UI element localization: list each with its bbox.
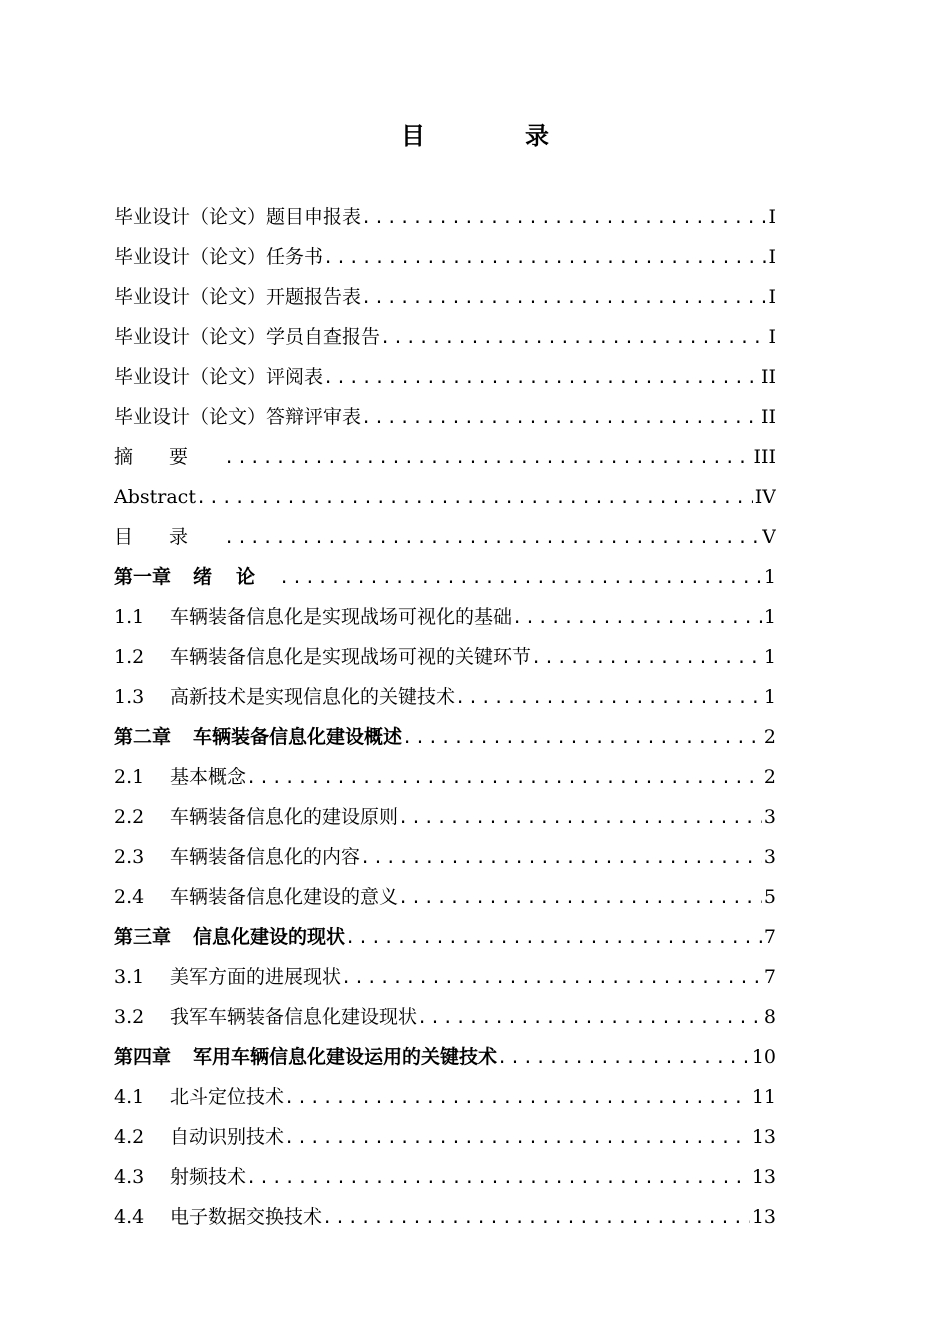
toc-entry-number: 4.1 bbox=[114, 1086, 145, 1108]
toc-page-number: 10 bbox=[751, 1046, 776, 1068]
toc-entry[interactable] bbox=[114, 677, 776, 717]
toc-entry[interactable] bbox=[114, 517, 776, 557]
toc-dot-leader bbox=[322, 1198, 750, 1237]
toc-page-number: I bbox=[768, 206, 776, 228]
toc-entry-number: 2.2 bbox=[114, 806, 145, 828]
toc-entry[interactable] bbox=[114, 1117, 776, 1157]
toc-page-number: 13 bbox=[751, 1126, 776, 1148]
toc-entry-number: 4.3 bbox=[114, 1166, 145, 1188]
toc-dot-leader bbox=[380, 318, 766, 357]
toc-dot-leader bbox=[246, 758, 762, 797]
toc-entry-label: 毕业设计（论文）评阅表 bbox=[114, 366, 324, 388]
toc-page-number: 13 bbox=[751, 1166, 776, 1188]
toc-entry[interactable] bbox=[114, 997, 776, 1037]
toc-entry[interactable] bbox=[114, 797, 776, 837]
toc-entry-number: 2.4 bbox=[114, 886, 145, 908]
toc-dot-leader bbox=[284, 1078, 750, 1117]
toc-entry-label: 自动识别技术 bbox=[170, 1126, 285, 1148]
toc-page-number: 1 bbox=[763, 686, 776, 708]
toc-entry-label: 美军方面的进展现状 bbox=[170, 966, 342, 988]
toc-chapter-entry[interactable] bbox=[114, 557, 776, 597]
toc-entry[interactable] bbox=[114, 957, 776, 997]
toc-dot-leader bbox=[361, 278, 766, 317]
toc-entry-number: 4.2 bbox=[114, 1126, 145, 1148]
toc-page-number: 3 bbox=[763, 846, 776, 868]
toc-entry-number: 3.1 bbox=[114, 966, 145, 988]
toc-entry-label: 毕业设计（论文）答辩评审表 bbox=[114, 406, 362, 428]
toc-entry-number: 3.2 bbox=[114, 1006, 145, 1028]
toc-entry-label: 北斗定位技术 bbox=[170, 1086, 285, 1108]
toc-entry-label: 车辆装备信息化是实现战场可视化的基础 bbox=[170, 606, 513, 628]
toc-page-number: 13 bbox=[751, 1206, 776, 1228]
toc-dot-leader bbox=[246, 1158, 750, 1197]
toc-page-number: 2 bbox=[763, 726, 776, 748]
toc-entry-label: 绪论 bbox=[193, 566, 280, 588]
toc-page-number: IV bbox=[754, 486, 776, 508]
toc-entry-label: 我军车辆装备信息化建设现状 bbox=[170, 1006, 418, 1028]
toc-entry-label: 车辆装备信息化建设概述 bbox=[193, 726, 403, 748]
toc-page-number: V bbox=[762, 526, 776, 548]
toc-entry-label: 车辆装备信息化是实现战场可视的关键环节 bbox=[170, 646, 532, 668]
toc-page-number: 8 bbox=[763, 1006, 776, 1028]
toc-entry-label: 射频技术 bbox=[170, 1166, 247, 1188]
toc-chapter-entry[interactable] bbox=[114, 1037, 776, 1077]
toc-entry-label: 军用车辆信息化建设运用的关键技术 bbox=[193, 1046, 498, 1068]
toc-page-number: 11 bbox=[751, 1086, 776, 1108]
toc-page-number: 5 bbox=[763, 886, 776, 908]
toc-entry[interactable] bbox=[114, 837, 776, 877]
toc-page-number: 3 bbox=[763, 806, 776, 828]
toc-page-number: I bbox=[768, 246, 776, 268]
toc-page-number: I bbox=[768, 286, 776, 308]
toc-dot-leader bbox=[512, 598, 762, 637]
toc-entry-label: 毕业设计（论文）学员自查报告 bbox=[114, 326, 381, 348]
toc-entry-number: 第二章 bbox=[114, 726, 172, 748]
toc-page-number: II bbox=[760, 406, 776, 428]
toc-entry[interactable] bbox=[114, 317, 776, 357]
toc-entry-label: 车辆装备信息化的建设原则 bbox=[170, 806, 399, 828]
toc-entry[interactable] bbox=[114, 437, 776, 477]
toc-dot-leader bbox=[531, 638, 762, 677]
toc-entry[interactable] bbox=[114, 237, 776, 277]
toc-entry[interactable] bbox=[114, 597, 776, 637]
table-of-contents bbox=[114, 197, 776, 1237]
toc-entry-label: 电子数据交换技术 bbox=[170, 1206, 323, 1228]
toc-entry-number: 1.3 bbox=[114, 686, 145, 708]
toc-page-number: I bbox=[768, 326, 776, 348]
toc-dot-leader bbox=[402, 718, 762, 757]
toc-page-number: III bbox=[753, 446, 776, 468]
toc-entry-number: 第四章 bbox=[114, 1046, 172, 1068]
toc-entry-label: Abstract bbox=[114, 486, 196, 508]
toc-entry-label: 信息化建设的现状 bbox=[193, 926, 346, 948]
toc-dot-leader bbox=[284, 1118, 750, 1157]
toc-entry-label: 高新技术是实现信息化的关键技术 bbox=[170, 686, 456, 708]
toc-page-number: 7 bbox=[763, 926, 776, 948]
toc-entry[interactable] bbox=[114, 1077, 776, 1117]
toc-dot-leader bbox=[323, 358, 759, 397]
toc-page-number: II bbox=[760, 366, 776, 388]
toc-entry-label: 毕业设计（论文）开题报告表 bbox=[114, 286, 362, 308]
toc-entry-number: 2.3 bbox=[114, 846, 145, 868]
toc-entry[interactable] bbox=[114, 477, 776, 517]
toc-entry[interactable] bbox=[114, 1157, 776, 1197]
toc-page-number: 1 bbox=[763, 566, 776, 588]
toc-entry-label: 基本概念 bbox=[170, 766, 247, 788]
toc-entry[interactable] bbox=[114, 397, 776, 437]
toc-page-number: 1 bbox=[763, 606, 776, 628]
toc-entry[interactable] bbox=[114, 197, 776, 237]
toc-entry-number: 4.4 bbox=[114, 1206, 145, 1228]
toc-entry[interactable] bbox=[114, 637, 776, 677]
toc-entry-label: 摘要 bbox=[114, 446, 225, 468]
toc-dot-leader bbox=[361, 398, 759, 437]
toc-dot-leader bbox=[323, 238, 766, 277]
toc-entry-number: 1.2 bbox=[114, 646, 145, 668]
toc-entry-label: 车辆装备信息化建设的意义 bbox=[170, 886, 399, 908]
toc-entry[interactable] bbox=[114, 357, 776, 397]
toc-dot-leader bbox=[341, 958, 762, 997]
toc-entry[interactable] bbox=[114, 1197, 776, 1237]
toc-title: 目 录 bbox=[401, 122, 587, 150]
toc-entry-number: 第一章 bbox=[114, 566, 172, 588]
toc-dot-leader bbox=[398, 798, 762, 837]
toc-entry-label: 毕业设计（论文）任务书 bbox=[114, 246, 324, 268]
toc-dot-leader bbox=[345, 918, 762, 957]
toc-dot-leader bbox=[497, 1038, 750, 1077]
toc-page-number: 2 bbox=[763, 766, 776, 788]
toc-dot-leader bbox=[361, 198, 766, 237]
toc-entry-label: 车辆装备信息化的内容 bbox=[170, 846, 361, 868]
toc-entry[interactable] bbox=[114, 877, 776, 917]
toc-dot-leader bbox=[360, 838, 762, 877]
toc-chapter-entry[interactable] bbox=[114, 917, 776, 957]
toc-page-number: 7 bbox=[763, 966, 776, 988]
toc-chapter-entry[interactable] bbox=[114, 717, 776, 757]
toc-entry-number: 第三章 bbox=[114, 926, 172, 948]
toc-dot-leader bbox=[398, 878, 762, 917]
toc-entry-number: 1.1 bbox=[114, 606, 145, 628]
toc-dot-leader bbox=[417, 998, 762, 1037]
toc-entry[interactable] bbox=[114, 277, 776, 317]
toc-dot-leader bbox=[224, 438, 751, 477]
toc-dot-leader bbox=[196, 478, 753, 517]
toc-dot-leader bbox=[224, 518, 760, 557]
toc-dot-leader bbox=[455, 678, 762, 717]
toc-dot-leader bbox=[279, 558, 762, 597]
toc-entry[interactable] bbox=[114, 757, 776, 797]
toc-entry-label: 毕业设计（论文）题目申报表 bbox=[114, 206, 362, 228]
toc-entry-label: 目录 bbox=[114, 526, 225, 548]
toc-entry-number: 2.1 bbox=[114, 766, 145, 788]
toc-page-number: 1 bbox=[763, 646, 776, 668]
